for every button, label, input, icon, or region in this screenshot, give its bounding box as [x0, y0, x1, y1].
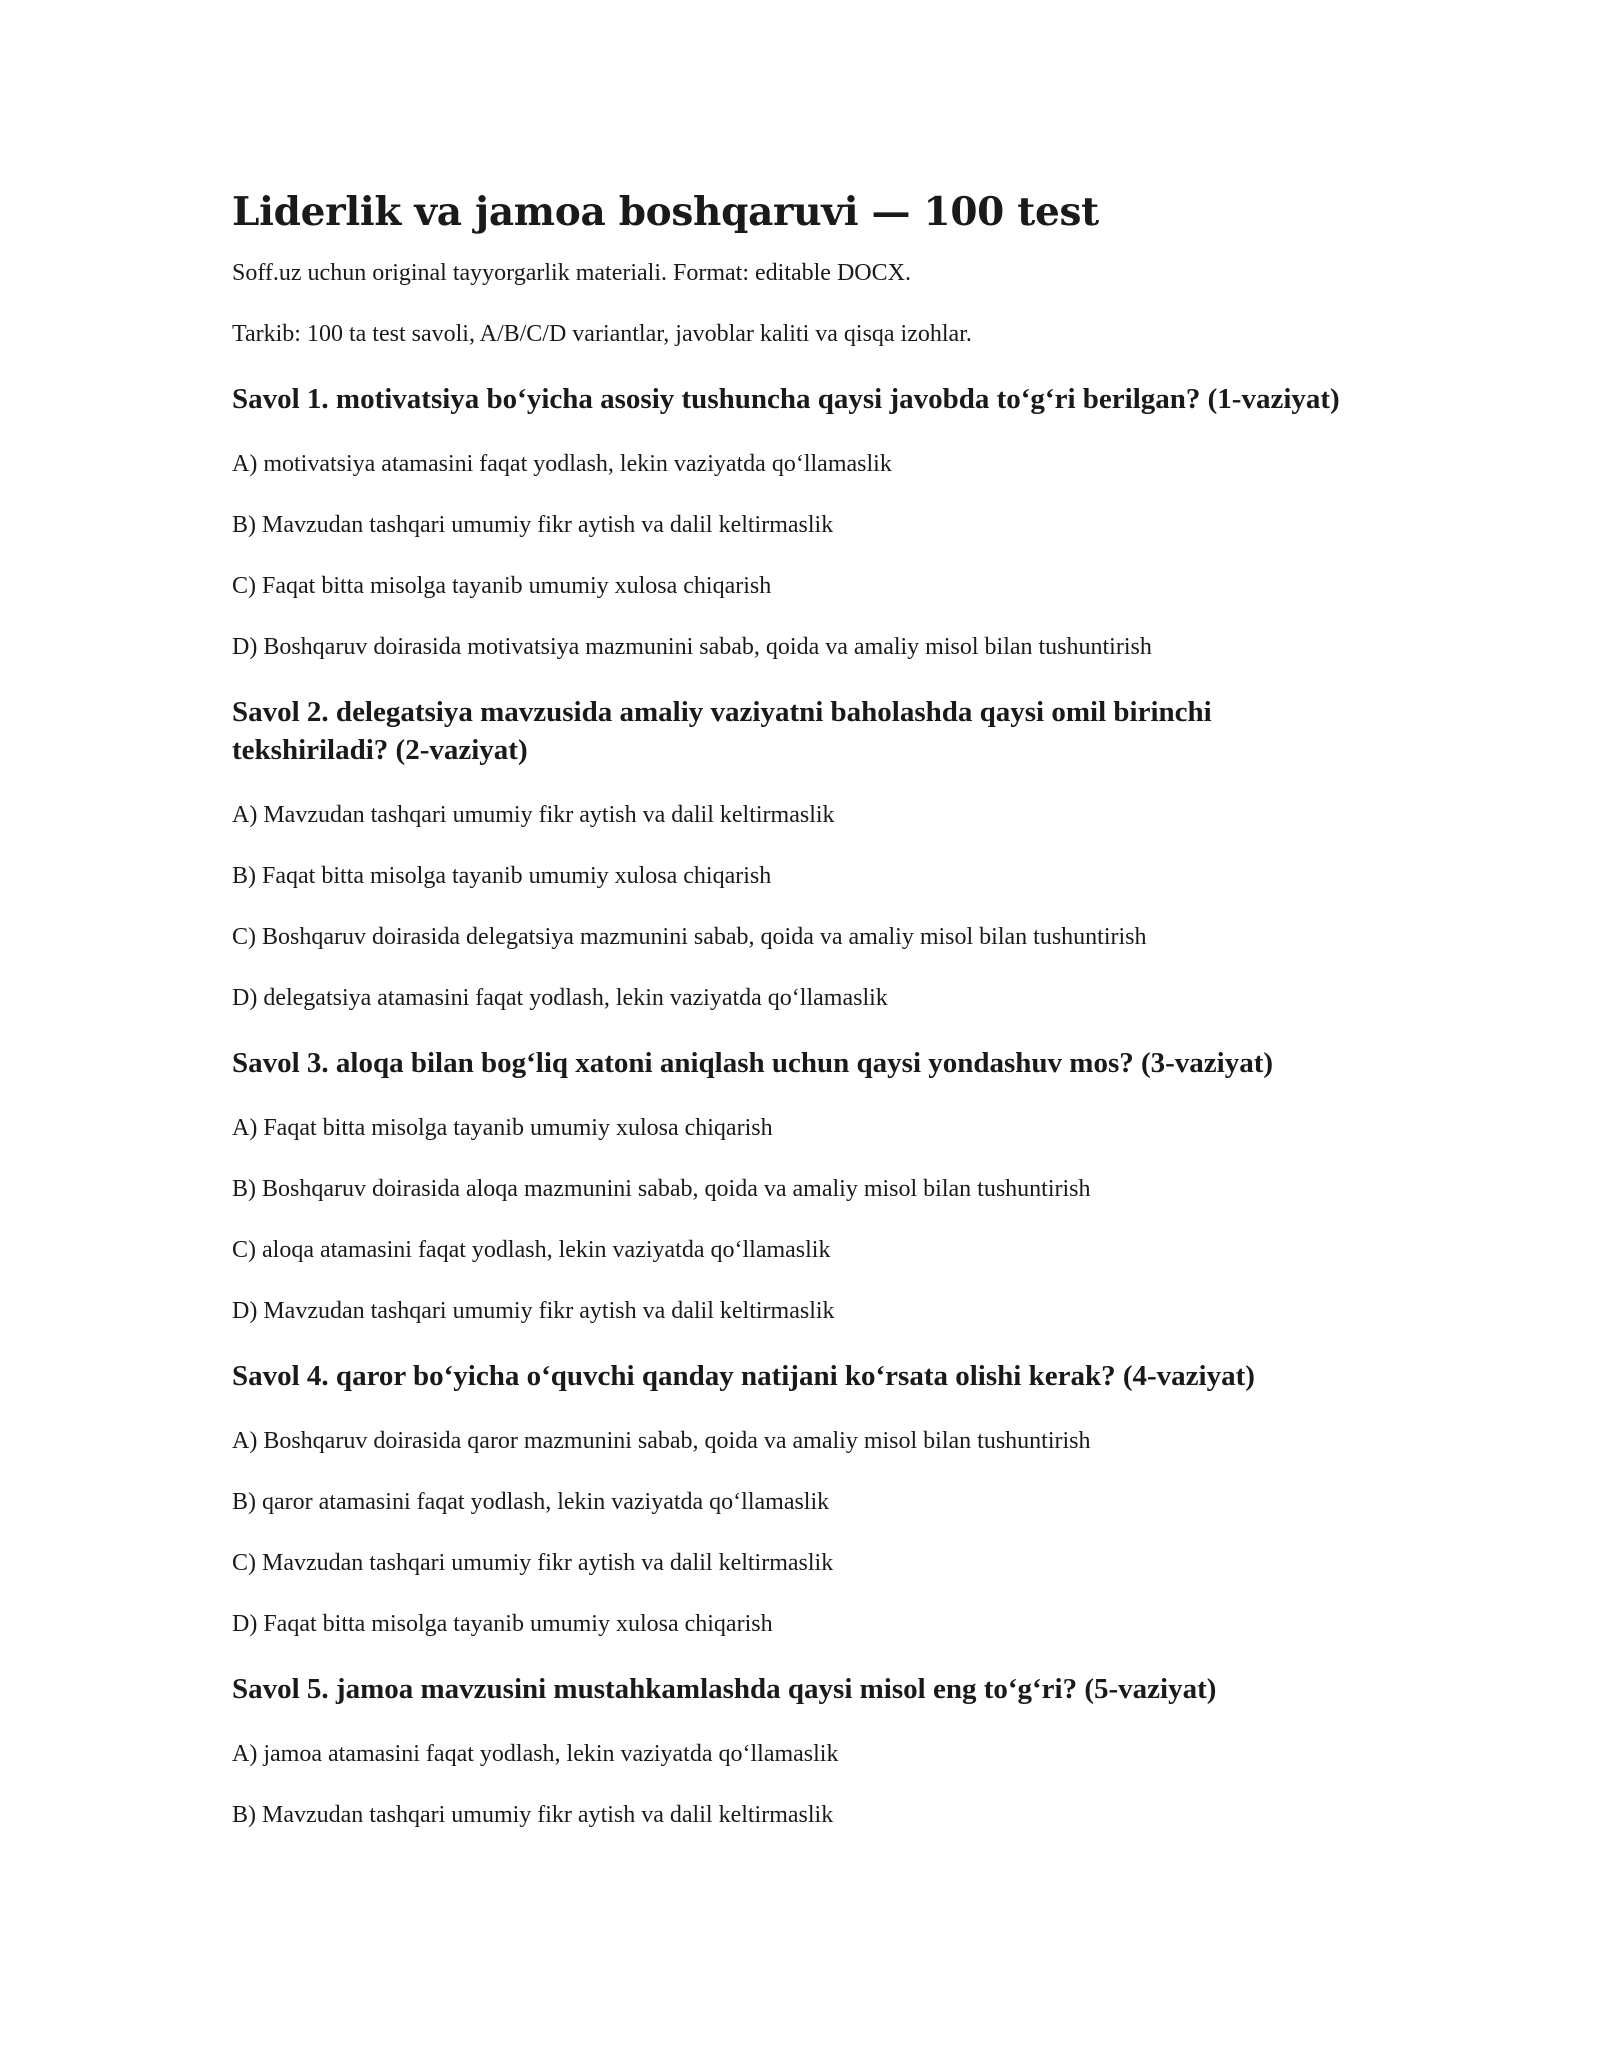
option-a: A) Mavzudan tashqari umumiy fikr aytish va dalil keltirmaslik [232, 802, 835, 828]
option-b: B) Mavzudan tashqari umumiy fikr aytish va dalil keltirmaslik [232, 512, 834, 538]
option-list [232, 1113, 1372, 1326]
option-a: A) Boshqaruv doirasida qaror mazmunini sabab, qoida va amaliy misol bilan tushuntirish [232, 1428, 1091, 1454]
option-d: D) Faqat bitta misolga tayanib umumiy xulosa chiqarish [232, 1611, 773, 1637]
option-d: D) Boshqaruv doirasida motivatsiya mazmunini sabab, qoida va amaliy misol bilan tushuntirish [232, 634, 1152, 660]
question-block-3 [232, 1044, 1372, 1326]
option-b: B) Faqat bitta misolga tayanib umumiy xulosa chiqarish [232, 863, 772, 889]
question-text: Savol 1. motivatsiya bo‘yicha asosiy tushuncha qaysi javobda to‘g‘ri berilgan? (1-vaziyat) [232, 383, 1340, 415]
option-c: C) Faqat bitta misolga tayanib umumiy xulosa chiqarish [232, 573, 772, 599]
question-block-2 [232, 693, 1372, 1013]
question-block-5 [232, 1670, 1372, 1830]
document-title: Liderlik va jamoa boshqaruvi — 100 test [232, 189, 1099, 235]
intro-paragraph-contents: Tarkib: 100 ta test savoli, A/B/C/D variantlar, javoblar kaliti va qisqa izohlar. [232, 321, 972, 347]
option-b: B) Mavzudan tashqari umumiy fikr aytish va dalil keltirmaslik [232, 1802, 834, 1828]
option-d: D) Mavzudan tashqari umumiy fikr aytish va dalil keltirmaslik [232, 1298, 835, 1324]
question-block-4 [232, 1357, 1372, 1639]
option-a: A) jamoa atamasini faqat yodlash, lekin vaziyatda qo‘llamaslik [232, 1741, 839, 1767]
intro-paragraph-source: Soff.uz uchun original tayyorgarlik materiali. Format: editable DOCX. [232, 260, 911, 286]
option-b: B) qaror atamasini faqat yodlash, lekin vaziyatda qo‘llamaslik [232, 1489, 830, 1515]
option-a: A) motivatsiya atamasini faqat yodlash, lekin vaziyatda qo‘llamaslik [232, 451, 892, 477]
option-c: C) aloqa atamasini faqat yodlash, lekin vaziyatda qo‘llamaslik [232, 1237, 831, 1263]
option-c: C) Boshqaruv doirasida delegatsiya mazmunini sabab, qoida va amaliy misol bilan tushuntirish [232, 924, 1147, 950]
question-text: Savol 2. delegatsiya mavzusida amaliy vaziyatni baholashda qaysi omil birinchi tekshiriladi? (2-vaziyat) [232, 696, 1212, 766]
option-list [232, 449, 1372, 662]
option-c: C) Mavzudan tashqari umumiy fikr aytish va dalil keltirmaslik [232, 1550, 834, 1576]
option-a: A) Faqat bitta misolga tayanib umumiy xulosa chiqarish [232, 1115, 773, 1141]
option-d: D) delegatsiya atamasini faqat yodlash, lekin vaziyatda qo‘llamaslik [232, 985, 888, 1011]
document-page [232, 180, 1372, 1830]
question-text: Savol 4. qaror bo‘yicha o‘quvchi qanday natijani ko‘rsata olishi kerak? (4-vaziyat) [232, 1360, 1255, 1392]
question-text: Savol 3. aloqa bilan bog‘liq xatoni aniqlash uchun qaysi yondashuv mos? (3-vaziyat) [232, 1047, 1274, 1079]
question-text: Savol 5. jamoa mavzusini mustahkamlashda qaysi misol eng to‘g‘ri? (5-vaziyat) [232, 1673, 1217, 1705]
option-b: B) Boshqaruv doirasida aloqa mazmunini sabab, qoida va amaliy misol bilan tushuntirish [232, 1176, 1091, 1202]
option-list [232, 1426, 1372, 1639]
option-list [232, 1739, 1372, 1830]
question-block-1 [232, 380, 1372, 662]
option-list [232, 800, 1372, 1013]
